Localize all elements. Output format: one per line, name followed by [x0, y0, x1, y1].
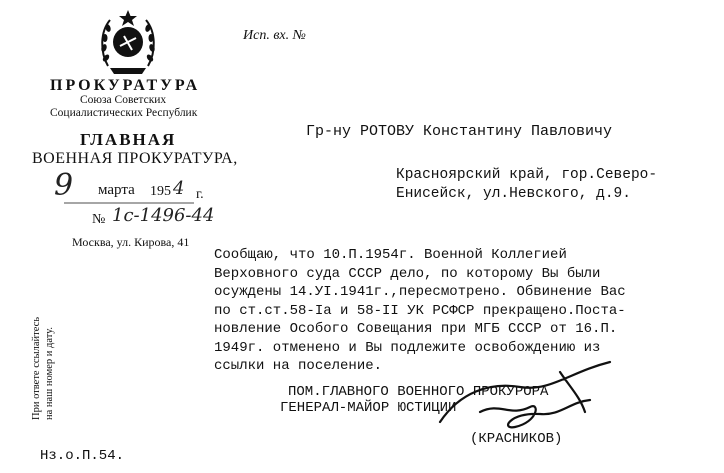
reply-instruction [30, 317, 56, 420]
body-line: 1949г. отменено и Вы подлежите освобождению из [214, 339, 601, 356]
org-main-title-2: ВОЕННАЯ ПРОКУРАТУРА, [32, 150, 238, 167]
body-line: новление Особого Совещания при МГБ СССР от 16.П. [214, 321, 618, 337]
org-main-title-1: ГЛАВНАЯ [80, 130, 177, 149]
doc-number-handwritten: 1с-1496-44 [112, 205, 215, 226]
body-line: ссылки на поселение. [214, 358, 383, 374]
date-day: 9 [54, 168, 74, 203]
date-month: марта [98, 182, 135, 198]
org-subtitle-2: Социалистических Республик [50, 107, 198, 119]
ussr-emblem-icon [98, 8, 158, 76]
reply-instruction-line-1: При ответе ссылайтесь [31, 316, 42, 420]
org-subtitle-1: Союза Советских [80, 94, 167, 106]
date-underline [44, 183, 244, 207]
footer-code: Нз.о.П.54. [40, 448, 125, 464]
incoming-number-label: Исп. вх. № [243, 28, 306, 43]
date-year: 195 [150, 184, 171, 199]
body-line: Сообщаю, что 10.П.1954г. Военной Коллегией [214, 247, 567, 263]
body-line: Верховного суда СССР дело, по которому Вы были [214, 265, 601, 282]
date-year-handwritten: 4 [173, 178, 185, 199]
org-address: Москва, ул. Кирова, 41 [72, 235, 190, 249]
addressee-address-line-1: Красноярский край, гор.Северо- [396, 167, 658, 183]
body-line: осуждены 14.УI.1941г.,пересмотрено. Обвинение Вас [214, 284, 626, 300]
org-title: ПРОКУРАТУРА [50, 77, 201, 94]
addressee-address-line-2: Енисейск, ул.Невского, д.9. [396, 186, 631, 202]
reply-instruction-line-2: на наш номер и дату. [44, 327, 55, 420]
body-line: по ст.ст.58-Iа и 58-II УК РСФСР прекращено.Поста- [214, 302, 626, 319]
doc-number-label: № [92, 212, 106, 227]
signatory-title: ПОМ.ГЛАВНОГО ВОЕННОГО ПРОКУРОРА [288, 384, 549, 400]
date-suffix: г. [196, 187, 204, 202]
signatory-name: (КРАСНИКОВ) [470, 431, 563, 447]
addressee-name: Гр-ну РОТОВУ Константину Павловичу [306, 123, 613, 140]
signatory-rank: ГЕНЕРАЛ-МАЙОР ЮСТИЦИИ [280, 400, 457, 416]
